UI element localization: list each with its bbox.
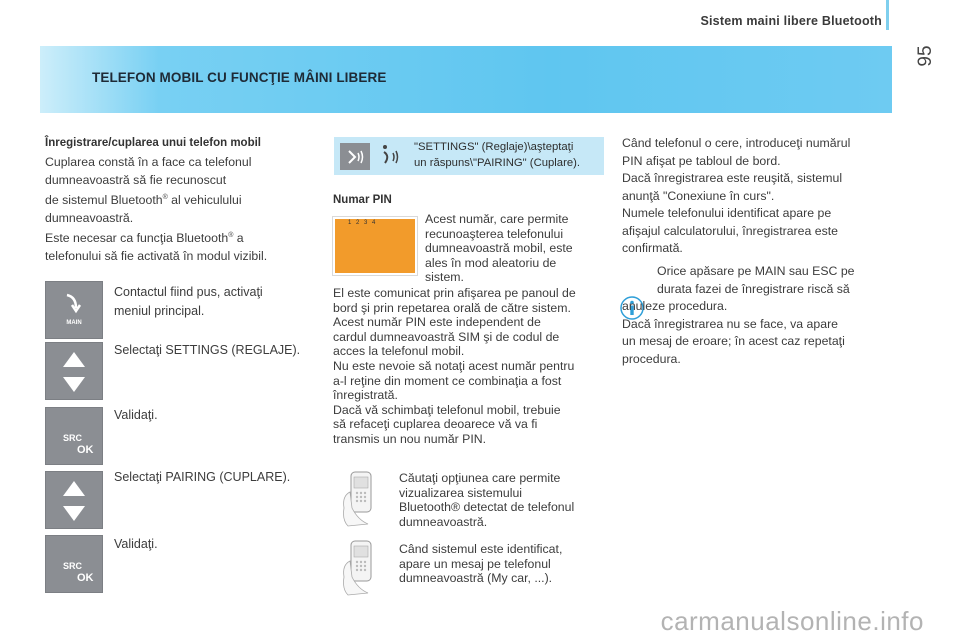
voice-command-icon bbox=[340, 143, 370, 170]
svg-text:OK: OK bbox=[77, 572, 94, 584]
phone-search-text: Căutaţi opţiunea care permite vizualizarea sistemului Bluetooth® detectat de telefonul dumneavoastră. bbox=[399, 471, 575, 529]
src-ok-icon bbox=[45, 407, 103, 465]
page-title: TELEFON MOBIL CU FUNCŢIE MÂINI LIBERE bbox=[92, 70, 387, 85]
phone-identified-text: Când sistemul este identificat, apare un mesaj pe telefonul dumneavoastră (My car, ...). bbox=[399, 542, 563, 586]
svg-text:SRC: SRC bbox=[63, 561, 83, 571]
up-down-buttons-2[interactable] bbox=[45, 471, 103, 529]
step-activate-menu: Contactul fiind pus, activaţi meniul principal. bbox=[114, 285, 263, 318]
pairing-intro: Cuplarea constă în a face ca telefonul dumneavoastră să fie recunoscut de sistemul Bluetooth® al vehiculului dumneavoastră. Este necesar ca funcţia Bluetooth® a telefonului să fie activată în modul vizibil. bbox=[45, 155, 268, 263]
src-ok-button[interactable] bbox=[45, 407, 103, 465]
step-select-settings: Selectaţi SETTINGS (REGLAJE). bbox=[114, 343, 301, 357]
pairing-heading: Înregistrare/cuplarea unui telefon mobil bbox=[45, 137, 261, 149]
up-down-buttons[interactable] bbox=[45, 342, 103, 400]
step-validate-1: Validaţi. bbox=[114, 408, 158, 422]
main-icon bbox=[45, 281, 103, 339]
pin-description: Acest număr, care permite recunoaşterea telefonului dumneavoastră mobil, este ales în mod aleatoriu de sistem. bbox=[425, 212, 573, 285]
pin-heading: Numar PIN bbox=[333, 194, 392, 206]
svg-text:OK: OK bbox=[77, 444, 94, 456]
voice-command-button[interactable] bbox=[340, 143, 370, 170]
step-validate-2: Validaţi. bbox=[114, 537, 158, 551]
step-select-pairing: Selectaţi PAIRING (CUPLARE). bbox=[114, 470, 291, 484]
page-number: 95 bbox=[915, 45, 936, 67]
header-divider bbox=[886, 0, 889, 30]
pin-details: El este comunicat prin afişarea pe panoul de bord şi prin repetarea orală de către sistem. Acest număr PIN este independent de cardul dumneavoastră SIM şi de codul de acces la telefonul mobil. Nu este nevoie să notaţi acest număr pentru a-l reţine din moment ce combinaţia a fost înregistrată. Dacă vă schimbaţi telefonul mobil, trebuie să refaceţi cuplarea deoarece vă va fi transmis un nou număr PIN. bbox=[333, 286, 576, 446]
info-note: Orice apăsare pe MAIN sau ESC pe durata fazei de înregistrare riscă să anuleze procedura. Dacă înregistrarea nu se face, va apare un mesaj de eroare; în acest caz repetaţi procedura. bbox=[622, 264, 855, 366]
pin-display-digits: 1 2 3 4 bbox=[348, 220, 377, 226]
mobile-phone-icon bbox=[338, 468, 388, 528]
watermark: carmanualsonline.info bbox=[660, 606, 924, 636]
voice-settings-text: "SETTINGS" (Reglaje)\aşteptaţi un răspuns\"PAIRING" (Cuplare). bbox=[414, 141, 581, 169]
svg-text:MAIN: MAIN bbox=[66, 320, 82, 326]
speech-icon bbox=[380, 143, 404, 169]
svg-text:SRC: SRC bbox=[63, 433, 83, 443]
src-ok-button-2[interactable] bbox=[45, 535, 103, 593]
up-down-arrow-icon bbox=[45, 471, 103, 529]
pin-entry-instructions: Când telefonul o cere, introduceţi numărul PIN afişat pe tabloul de bord. Dacă înregistrarea este reuşită, sistemul anunţă "Conexiune în curs". Numele telefonului identificat apare pe afişajul calculatorului, înregistrarea este confirmată. bbox=[622, 136, 851, 255]
main-button[interactable] bbox=[45, 281, 103, 339]
src-ok-icon bbox=[45, 535, 103, 593]
section-title: Sistem maini libere Bluetooth bbox=[700, 14, 882, 28]
mobile-phone-icon bbox=[338, 537, 388, 597]
up-down-arrow-icon bbox=[45, 342, 103, 400]
